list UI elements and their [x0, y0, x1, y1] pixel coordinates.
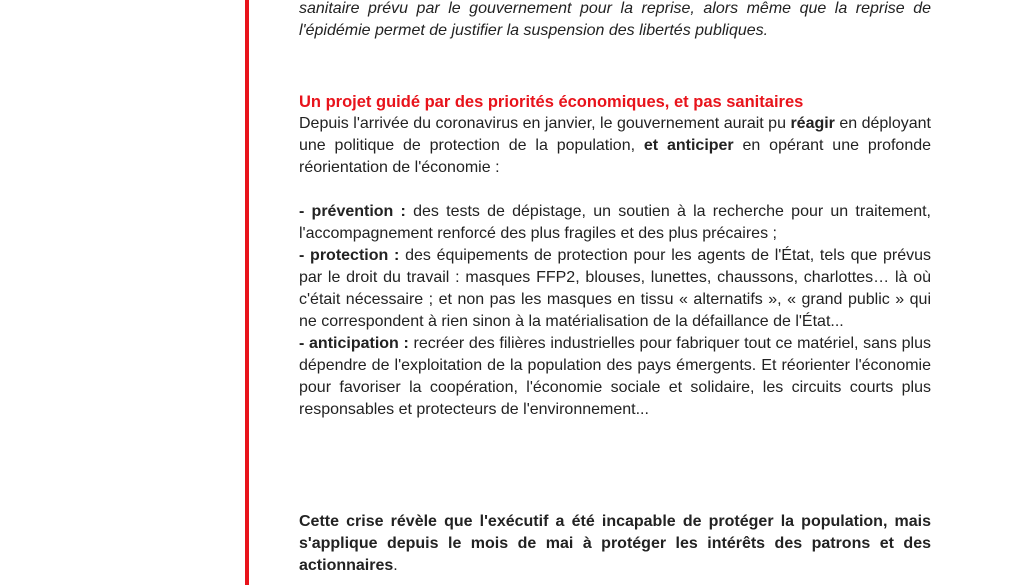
paragraph-text: en opérant une profonde réorientation de l'économie : [299, 137, 932, 176]
list-item-text: des tests de dépistage, un soutien à la recherche pour un traitement, l'accompagnement renforcé des plus fragiles et des plus précaires ; [299, 203, 932, 242]
list-item-anticipation [299, 333, 931, 421]
measures-list [299, 201, 931, 421]
list-item-term: - anticipation : [299, 335, 409, 352]
conclusion-paragraph [299, 511, 931, 577]
paragraph-text: en déployant une politique de protection de la population, [299, 115, 932, 154]
emphasis-react: réagir [790, 115, 835, 132]
intro-paragraph: sanitaire prévu par le gouvernement pour la reprise, alors même que la reprise de l'épidémie permet de justifier la suspension des libertés publiques. [299, 0, 931, 39]
conclusion-end: . [393, 557, 398, 574]
emphasis-anticipate: et anticiper [643, 137, 734, 154]
list-item-term: - protection : [299, 247, 400, 264]
list-item-text: des équipements de protection pour les agents de l'État, tels que prévus par le droit du travail : masques FFP2, blouses, lunettes, chaussons, charlottes… là où c'était nécessaire ; et non pas les masques en tissu « alternatifs », « grand public » qui ne correspondent à rien sinon à la matérialisation de la défaillance de l'État... [299, 247, 932, 330]
list-item-term: - prévention : [299, 203, 406, 220]
red-margin-line [245, 0, 249, 585]
list-item-prevention [299, 201, 931, 245]
conclusion-text: Cette crise révèle que l'exécutif a été incapable de protéger la population, mais s'applique depuis le mois de mai à protéger les intérêts des patrons et des actionnaires [299, 513, 931, 574]
body-paragraph [299, 113, 931, 179]
paragraph-text: Depuis l'arrivée du coronavirus en janvier, le gouvernement aurait pu [299, 115, 791, 132]
list-item-protection [299, 245, 931, 333]
section-heading: Un projet guidé par des priorités économiques, et pas sanitaires [299, 93, 804, 111]
list-item-text: recréer des filières industrielles pour fabriquer tout ce matériel, sans plus dépendre de l'exploitation de la population des pays émergents. Et réorienter l'économie pour favoriser la coopération, l'économie sociale et solidaire, les circuits courts plus responsables et protecteurs de l'environnement... [299, 335, 931, 418]
